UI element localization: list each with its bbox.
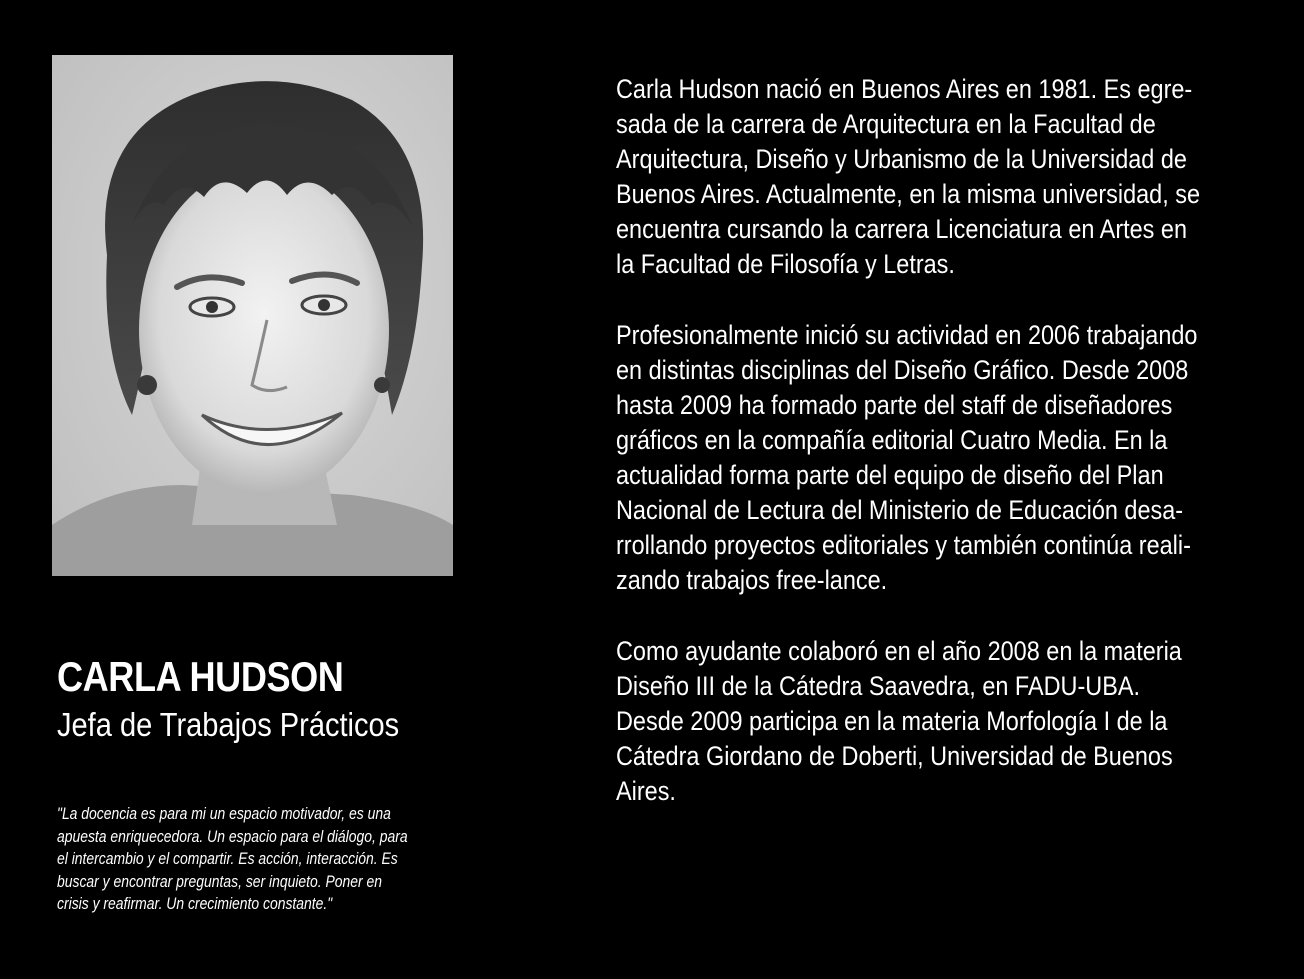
bio-line: en distintas disciplinas del Diseño Gráfico. Desde 2008 <box>616 354 1189 385</box>
bio-line: Buenos Aires. Actualmente, en la misma universidad, se <box>616 179 1201 210</box>
quote-block <box>57 803 461 916</box>
bio-line: la Facultad de Filosofía y Letras. <box>616 249 955 280</box>
quote-line: buscar y encontrar preguntas, ser inquieto. Poner en <box>57 872 383 891</box>
bio-paragraph-1 <box>616 72 1236 283</box>
quote-line: crisis y reafirmar. Un crecimiento constante." <box>57 895 333 913</box>
person-name: CARLA HUDSON <box>57 653 344 700</box>
bio-line: Profesionalmente inició su actividad en 2006 trabajando <box>616 319 1198 350</box>
bio-paragraph-3 <box>616 634 1236 809</box>
quote-line: apuesta enriquecedora. Un espacio para el diálogo, para <box>57 827 408 846</box>
bio-line: hasta 2009 ha formado parte del staff de diseñadores <box>616 389 1173 420</box>
portrait-photo <box>52 55 453 576</box>
portrait-image <box>52 55 453 576</box>
bio-line: gráficos en la compañía editorial Cuatro Media. En la <box>616 424 1168 455</box>
bio-paragraph-2 <box>616 318 1236 599</box>
bio-line: Cátedra Giordano de Doberti, Universidad de Buenos <box>616 740 1173 771</box>
person-role: Jefa de Trabajos Prácticos <box>57 706 400 743</box>
quote-line: "La docencia es para mi un espacio motivador, es una <box>57 805 391 823</box>
bio-line: Carla Hudson nació en Buenos Aires en 1981. Es egre- <box>616 74 1193 104</box>
biography <box>616 72 1236 844</box>
bio-line: Nacional de Lectura del Ministerio de Educación desa- <box>616 495 1184 526</box>
bio-line: Desde 2009 participa en la materia Morfología I de la <box>616 705 1168 736</box>
quote-line: el intercambio y el compartir. Es acción, interacción. Es <box>57 850 398 868</box>
bio-line: actualidad forma parte del equipo de diseño del Plan <box>616 460 1164 491</box>
bio-line: zando trabajos free-lance. <box>616 565 888 596</box>
bio-line: Arquitectura, Diseño y Urbanismo de la Universidad de <box>616 144 1187 175</box>
bio-line: sada de la carrera de Arquitectura en la Facultad de <box>616 109 1156 140</box>
bio-line: encuentra cursando la carrera Licenciatura en Artes en <box>616 214 1188 245</box>
bio-line: Diseño III de la Cátedra Saavedra, en FADU-UBA. <box>616 670 1141 701</box>
bio-line: Aires. <box>616 775 676 806</box>
bio-line: Como ayudante colaboró en el año 2008 en la materia <box>616 635 1182 666</box>
bio-line: rrollando proyectos editoriales y también continúa reali- <box>616 530 1191 561</box>
